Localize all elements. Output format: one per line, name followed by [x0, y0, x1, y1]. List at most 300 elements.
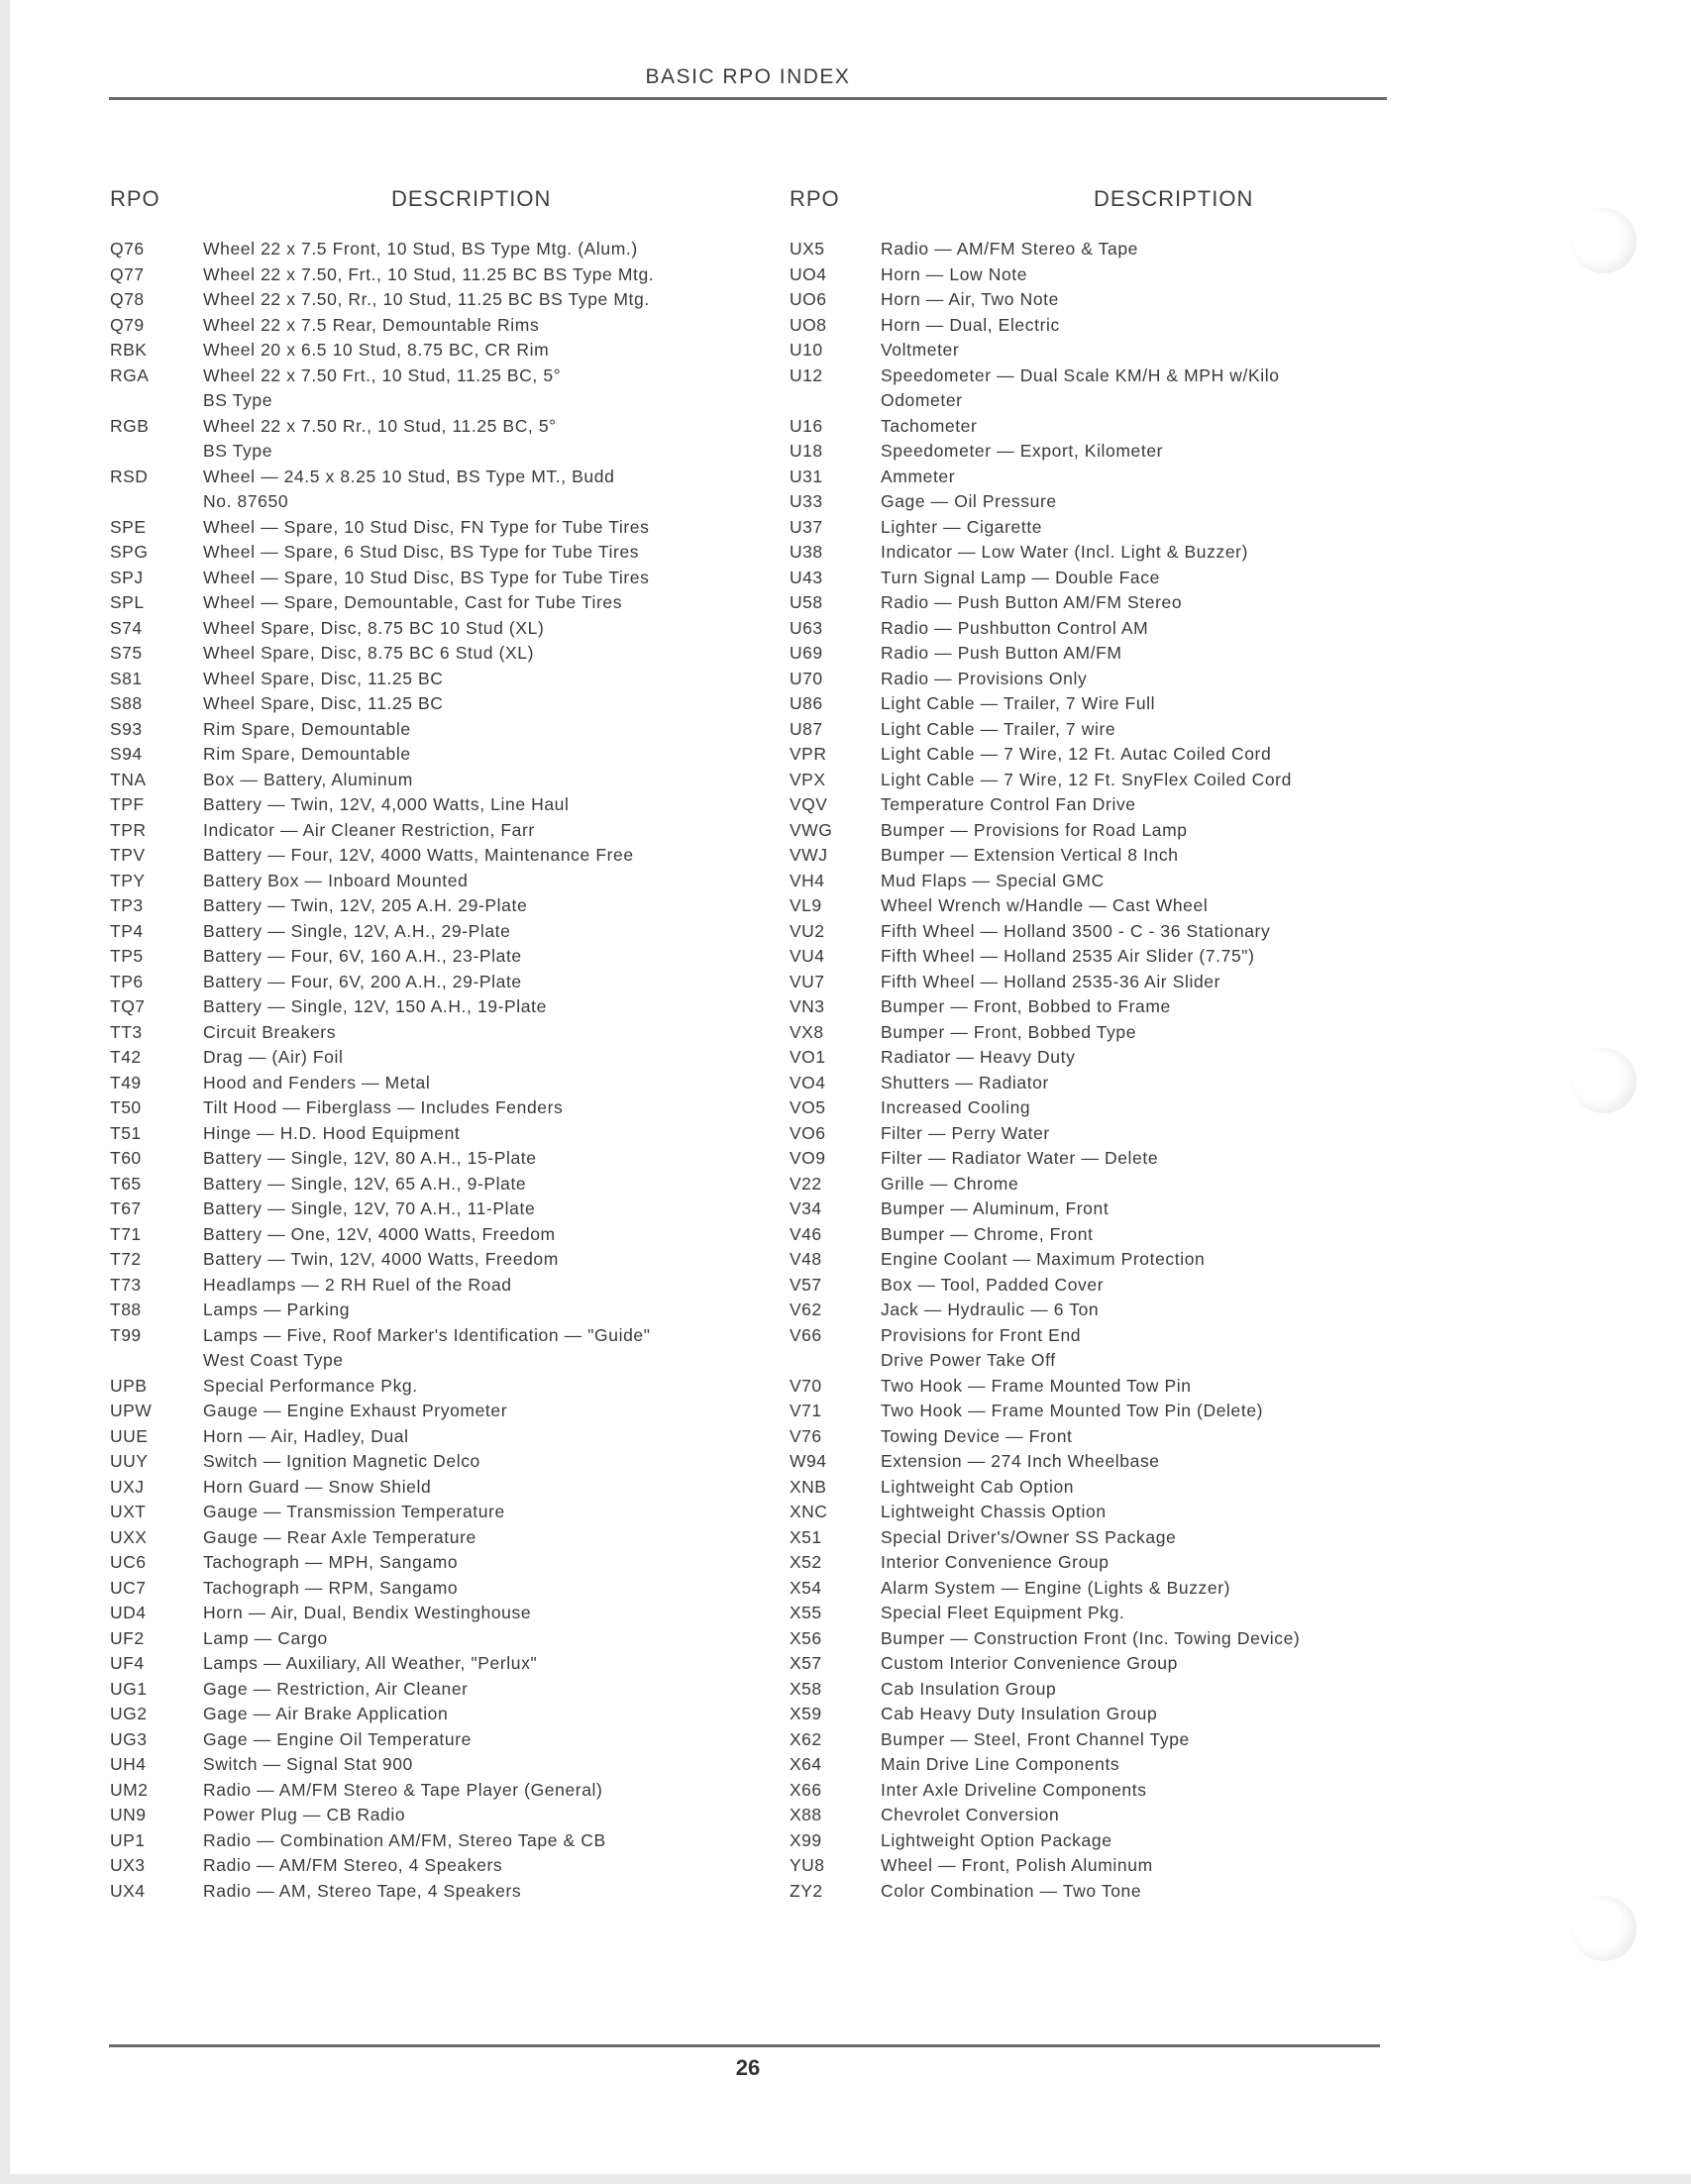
rpo-row	[110, 1475, 764, 1501]
rpo-description: Horn — Low Note	[881, 263, 1028, 284]
rpo-row	[110, 287, 764, 313]
left-rpo-list	[110, 237, 764, 1904]
rpo-code: VPR	[790, 744, 827, 765]
rpo-code: Q77	[110, 263, 145, 284]
rpo-code: TNA	[110, 769, 147, 789]
rpo-row	[110, 1702, 764, 1727]
rpo-code: V70	[790, 1375, 822, 1396]
rpo-code: U69	[790, 643, 823, 664]
rpo-code: RBK	[110, 340, 148, 361]
rpo-row	[110, 1449, 764, 1475]
rpo-code: SPJ	[110, 567, 144, 587]
rpo-description: Lamps — Parking	[203, 1300, 351, 1320]
rpo-code: UXJ	[110, 1476, 145, 1497]
punch-hole-top	[1571, 208, 1637, 273]
rpo-row	[110, 717, 764, 743]
rpo-row	[790, 590, 1384, 616]
rpo-description: Grille — Chrome	[881, 1173, 1019, 1194]
rpo-description: Fifth Wheel — Holland 3500 - C - 36 Stationary	[881, 920, 1271, 941]
rpo-code: UX4	[110, 1880, 146, 1901]
rpo-description: Engine Coolant — Maximum Protection	[881, 1249, 1206, 1270]
rpo-row	[790, 1323, 1384, 1349]
rpo-code: XNB	[790, 1476, 827, 1497]
rpo-description: Speedometer — Dual Scale KM/H & MPH w/Kilo	[881, 364, 1280, 385]
rpo-row	[110, 590, 764, 616]
rpo-row	[790, 1828, 1384, 1854]
rpo-row	[790, 1677, 1384, 1703]
rpo-code: RSD	[110, 466, 149, 486]
rpo-code: S81	[110, 668, 143, 688]
rpo-description: Towing Device — Front	[881, 1425, 1073, 1446]
rpo-row	[110, 1172, 764, 1197]
rpo-row	[110, 414, 764, 440]
rpo-row	[790, 1424, 1384, 1450]
rpo-description: Light Cable — Trailer, 7 Wire Full	[881, 693, 1156, 714]
rpo-description: Lamp — Cargo	[203, 1627, 328, 1648]
rpo-description: Battery — Single, 12V, 80 A.H., 15-Plate	[203, 1148, 537, 1169]
rpo-code: V57	[790, 1274, 822, 1295]
rpo-description: Hinge — H.D. Hood Equipment	[203, 1122, 461, 1143]
rpo-row	[790, 439, 1384, 465]
rpo-code: U87	[790, 718, 823, 739]
rpo-code: T88	[110, 1300, 142, 1320]
rpo-row	[790, 1626, 1384, 1652]
rpo-description: Wheel Wrench w/Handle — Cast Wheel	[881, 895, 1209, 916]
rpo-description: Gage — Restriction, Air Cleaner	[203, 1678, 469, 1699]
rpo-row	[790, 1727, 1384, 1753]
rpo-row	[790, 1449, 1384, 1475]
rpo-code: UX3	[110, 1855, 146, 1876]
rpo-code: X66	[790, 1779, 822, 1800]
rpo-row	[110, 1500, 764, 1525]
rpo-row	[110, 1853, 764, 1879]
rpo-row	[790, 1500, 1384, 1525]
rpo-code: VH4	[790, 870, 825, 890]
rpo-row	[790, 717, 1384, 743]
rpo-code: U33	[790, 491, 823, 512]
rpo-code: T65	[110, 1173, 142, 1194]
rpo-description: Bumper — Chrome, Front	[881, 1223, 1094, 1244]
rpo-description: Radio — AM/FM Stereo & Tape Player (General)	[203, 1779, 603, 1800]
rpo-code: TPR	[110, 819, 147, 840]
rpo-code: T72	[110, 1249, 142, 1270]
rpo-row	[110, 1348, 764, 1374]
rpo-description: Lamps — Auxiliary, All Weather, "Perlux"	[203, 1653, 538, 1674]
rpo-row	[110, 566, 764, 591]
rpo-code: UF2	[110, 1627, 145, 1648]
rpo-description: Wheel — Spare, 10 Stud Disc, FN Type for Tube Tires	[203, 516, 650, 537]
rpo-row	[790, 1172, 1384, 1197]
rpo-description: Horn — Air, Dual, Bendix Westinghouse	[203, 1603, 532, 1623]
rpo-code: T51	[110, 1122, 142, 1143]
rpo-code: UX5	[790, 239, 825, 260]
rpo-description: Lightweight Option Package	[881, 1829, 1112, 1850]
rpo-description: Tachograph — RPM, Sangamo	[203, 1577, 459, 1598]
rpo-description: Wheel Spare, Disc, 8.75 BC 10 Stud (XL)	[203, 617, 545, 638]
rpo-code: UG2	[110, 1704, 148, 1724]
rpo-description: Radio — AM/FM Stereo & Tape	[881, 239, 1139, 260]
rpo-description: Wheel 22 x 7.5 Front, 10 Stud, BS Type Mtg. (Alum.)	[203, 239, 638, 260]
rpo-code: S93	[110, 718, 143, 739]
rpo-row	[790, 262, 1384, 288]
rpo-row	[790, 1121, 1384, 1147]
rpo-code: V48	[790, 1249, 822, 1270]
rpo-code: S74	[110, 617, 143, 638]
rpo-description: No. 87650	[203, 491, 289, 512]
rpo-description: Light Cable — Trailer, 7 wire	[881, 718, 1116, 739]
rpo-code: TQ7	[110, 996, 146, 1017]
rpo-description: Light Cable — 7 Wire, 12 Ft. SnyFlex Coiled Cord	[881, 769, 1292, 789]
rpo-description: Fifth Wheel — Holland 2535 Air Slider (7.75")	[881, 946, 1255, 967]
rpo-code: VO6	[790, 1122, 826, 1143]
rpo-code: V34	[790, 1198, 822, 1219]
rpo-description: Odometer	[881, 390, 963, 411]
rpo-description: Lightweight Chassis Option	[881, 1502, 1107, 1522]
rpo-row	[790, 1348, 1384, 1374]
rpo-description: Battery — Single, 12V, 65 A.H., 9-Plate	[203, 1173, 527, 1194]
rpo-row	[790, 364, 1384, 389]
rpo-row	[790, 1752, 1384, 1778]
rpo-description: Fifth Wheel — Holland 2535-36 Air Slider	[881, 971, 1221, 991]
rpo-description: Battery — Single, 12V, A.H., 29-Plate	[203, 920, 511, 941]
rpo-code: X52	[790, 1552, 822, 1573]
rpo-description: Circuit Breakers	[203, 1021, 337, 1042]
rpo-description: Main Drive Line Components	[881, 1754, 1120, 1775]
rpo-row	[110, 691, 764, 717]
rpo-code: VQV	[790, 794, 828, 815]
rpo-description: Wheel 22 x 7.50 Frt., 10 Stud, 11.25 BC, 5°	[203, 364, 562, 385]
rpo-code: UXT	[110, 1502, 147, 1522]
rpo-row	[110, 1045, 764, 1071]
rpo-code: U18	[790, 441, 823, 462]
left-description-header: DESCRIPTION	[391, 186, 552, 211]
rpo-row	[790, 616, 1384, 642]
page-shadow-left	[0, 0, 10, 2184]
rpo-code: VN3	[790, 996, 825, 1017]
rpo-code: UO4	[790, 263, 827, 284]
rpo-code: TP4	[110, 920, 144, 941]
rpo-row	[110, 515, 764, 541]
rpo-description: Mud Flaps — Special GMC	[881, 870, 1105, 890]
rpo-code: TPY	[110, 870, 146, 890]
rpo-code: Q76	[110, 239, 145, 260]
rpo-description: Box — Battery, Aluminum	[203, 769, 413, 789]
rpo-description: Gauge — Transmission Temperature	[203, 1502, 505, 1522]
rpo-code: TPV	[110, 845, 146, 866]
rpo-code: VWG	[790, 819, 833, 840]
rpo-description: Bumper — Front, Bobbed Type	[881, 1021, 1137, 1042]
rpo-description: Wheel — Front, Polish Aluminum	[881, 1855, 1153, 1876]
rpo-code: UH4	[110, 1754, 147, 1775]
rpo-description: Radiator — Heavy Duty	[881, 1047, 1076, 1068]
right-rpo-list	[790, 237, 1384, 1904]
rpo-row	[110, 465, 764, 490]
rpo-description: Tilt Hood — Fiberglass — Includes Fenders	[203, 1097, 564, 1118]
rpo-description: Radio — Provisions Only	[881, 668, 1088, 688]
rpo-row	[110, 944, 764, 970]
rpo-description: Increased Cooling	[881, 1097, 1031, 1118]
rpo-row	[110, 869, 764, 894]
rpo-description: Wheel — Spare, Demountable, Cast for Tube Tires	[203, 592, 623, 613]
rpo-description: Wheel Spare, Disc, 11.25 BC	[203, 668, 444, 688]
rpo-code: X55	[790, 1603, 822, 1623]
rpo-code: S75	[110, 643, 143, 664]
rpo-code: VO5	[790, 1097, 826, 1118]
rpo-row	[110, 1677, 764, 1703]
rpo-code: SPE	[110, 516, 147, 537]
rpo-row	[110, 1323, 764, 1349]
rpo-description: Wheel 22 x 7.5 Rear, Demountable Rims	[203, 314, 540, 335]
rpo-row	[790, 1196, 1384, 1222]
rpo-row	[790, 1020, 1384, 1046]
rpo-row	[110, 1576, 764, 1602]
rpo-description: Lighter — Cigarette	[881, 516, 1043, 537]
rpo-row	[110, 1273, 764, 1299]
rpo-row	[110, 1525, 764, 1551]
rpo-row	[110, 1550, 764, 1576]
rpo-row	[110, 1196, 764, 1222]
rpo-code: UO8	[790, 314, 827, 335]
rpo-description: Radio — AM, Stereo Tape, 4 Speakers	[203, 1880, 522, 1901]
rpo-code: VU7	[790, 971, 825, 991]
rpo-row	[790, 818, 1384, 844]
rpo-row	[110, 439, 764, 465]
rpo-row	[790, 768, 1384, 793]
rpo-row	[790, 489, 1384, 515]
rpo-description: Wheel Spare, Disc, 11.25 BC	[203, 693, 444, 714]
rpo-row	[790, 1298, 1384, 1323]
rpo-description: Alarm System — Engine (Lights & Buzzer)	[881, 1577, 1231, 1598]
rpo-row	[790, 566, 1384, 591]
rpo-description: Provisions for Front End	[881, 1324, 1082, 1345]
rpo-code: X62	[790, 1728, 822, 1749]
rpo-row	[790, 970, 1384, 995]
rpo-description: Box — Tool, Padded Cover	[881, 1274, 1105, 1295]
rpo-code: T71	[110, 1223, 142, 1244]
rpo-row	[790, 691, 1384, 717]
rpo-code: U58	[790, 592, 823, 613]
rpo-code: RGA	[110, 364, 150, 385]
rpo-row	[790, 313, 1384, 339]
rpo-code: X59	[790, 1704, 822, 1724]
rpo-code: UPB	[110, 1375, 148, 1396]
rpo-row	[110, 1778, 764, 1804]
rpo-code: U70	[790, 668, 823, 688]
rpo-row	[790, 1222, 1384, 1248]
rpo-description: Gauge — Engine Exhaust Pryometer	[203, 1401, 508, 1421]
rpo-code: U63	[790, 617, 823, 638]
rpo-code: UG1	[110, 1678, 148, 1699]
rpo-code: VPX	[790, 769, 826, 789]
rpo-row	[110, 1399, 764, 1424]
rpo-row	[110, 1727, 764, 1753]
rpo-code: X58	[790, 1678, 822, 1699]
rpo-code: S94	[110, 744, 143, 765]
rpo-row	[110, 616, 764, 642]
rpo-description: Wheel 20 x 6.5 10 Stud, 8.75 BC, CR Rim	[203, 340, 550, 361]
rpo-row	[790, 1045, 1384, 1071]
rpo-code: TP3	[110, 895, 144, 916]
rpo-row	[110, 1071, 764, 1096]
rpo-description: Wheel 22 x 7.50 Rr., 10 Stud, 11.25 BC, 5°	[203, 415, 557, 436]
rpo-description: Battery — Twin, 12V, 205 A.H. 29-Plate	[203, 895, 528, 916]
footer-rule	[109, 2044, 1380, 2047]
rpo-code: X51	[790, 1526, 822, 1547]
page-shadow-bottom	[0, 2174, 1691, 2184]
rpo-description: Bumper — Construction Front (Inc. Towing Device)	[881, 1627, 1301, 1648]
rpo-description: Horn Guard — Snow Shield	[203, 1476, 432, 1497]
rpo-code: T60	[110, 1148, 142, 1169]
rpo-row	[790, 792, 1384, 818]
rpo-description: Gage — Air Brake Application	[203, 1704, 449, 1724]
rpo-row	[110, 994, 764, 1020]
rpo-row	[110, 768, 764, 793]
rpo-description: Bumper — Aluminum, Front	[881, 1198, 1110, 1219]
rpo-code: Q79	[110, 314, 145, 335]
rpo-row	[790, 1247, 1384, 1273]
rpo-code: X54	[790, 1577, 822, 1598]
rpo-row	[110, 1601, 764, 1626]
rpo-code: UM2	[110, 1779, 149, 1800]
rpo-row	[110, 262, 764, 288]
rpo-description: Switch — Ignition Magnetic Delco	[203, 1451, 480, 1472]
rpo-row	[110, 1146, 764, 1172]
rpo-description: Headlamps — 2 RH Ruel of the Road	[203, 1274, 512, 1295]
rpo-code: S88	[110, 693, 143, 714]
right-rpo-header: RPO	[790, 186, 840, 211]
rpo-code: UC6	[110, 1552, 147, 1573]
rpo-code: V46	[790, 1223, 822, 1244]
rpo-description: Cab Heavy Duty Insulation Group	[881, 1704, 1158, 1724]
rpo-row	[790, 1146, 1384, 1172]
rpo-description: Lamps — Five, Roof Marker's Identification — "Guide"	[203, 1324, 651, 1345]
rpo-row	[790, 1879, 1384, 1905]
punch-hole-bottom	[1571, 1896, 1637, 1961]
rpo-row	[790, 919, 1384, 945]
rpo-description: Wheel 22 x 7.50, Rr., 10 Stud, 11.25 BC BS Type Mtg.	[203, 289, 650, 310]
rpo-code: V62	[790, 1300, 822, 1320]
rpo-row	[110, 313, 764, 339]
rpo-row	[790, 667, 1384, 692]
rpo-code: X57	[790, 1653, 822, 1674]
rpo-description: Battery — One, 12V, 4000 Watts, Freedom	[203, 1223, 556, 1244]
rpo-description: Indicator — Air Cleaner Restriction, Farr	[203, 819, 535, 840]
rpo-description: Wheel — Spare, 10 Stud Disc, BS Type for Tube Tires	[203, 567, 650, 587]
rpo-code: SPG	[110, 542, 149, 563]
rpo-description: Drag — (Air) Foil	[203, 1047, 344, 1068]
rpo-row	[110, 1803, 764, 1828]
rpo-description: Horn — Dual, Electric	[881, 314, 1060, 335]
rpo-description: Wheel — Spare, 6 Stud Disc, BS Type for Tube Tires	[203, 542, 640, 563]
rpo-description: Custom Interior Convenience Group	[881, 1653, 1178, 1674]
rpo-description: Battery — Twin, 12V, 4,000 Watts, Line Haul	[203, 794, 570, 815]
rpo-row	[110, 364, 764, 389]
rpo-code: UUE	[110, 1425, 149, 1446]
rpo-code: X99	[790, 1829, 822, 1850]
punch-hole-middle	[1571, 1048, 1637, 1113]
rpo-row	[790, 465, 1384, 490]
rpo-description: Switch — Signal Stat 900	[203, 1754, 413, 1775]
rpo-row	[790, 893, 1384, 919]
rpo-row	[110, 1752, 764, 1778]
rpo-code: VL9	[790, 895, 822, 916]
rpo-row	[790, 1095, 1384, 1121]
rpo-code: V66	[790, 1324, 822, 1345]
right-description-header: DESCRIPTION	[1094, 186, 1254, 211]
rpo-description: Chevrolet Conversion	[881, 1805, 1060, 1825]
header-rule	[109, 97, 1387, 100]
rpo-code: VX8	[790, 1021, 824, 1042]
rpo-row	[790, 1601, 1384, 1626]
rpo-row	[790, 414, 1384, 440]
rpo-row	[110, 1651, 764, 1677]
rpo-description: BS Type	[203, 441, 273, 462]
rpo-code: T67	[110, 1198, 142, 1219]
rpo-description: Horn — Air, Two Note	[881, 289, 1059, 310]
rpo-description: Battery — Four, 6V, 160 A.H., 23-Plate	[203, 946, 522, 967]
rpo-row	[110, 1121, 764, 1147]
rpo-description: Filter — Perry Water	[881, 1122, 1050, 1143]
rpo-description: Gauge — Rear Axle Temperature	[203, 1526, 476, 1547]
rpo-code: VO9	[790, 1148, 826, 1169]
rpo-description: Jack — Hydraulic — 6 Ton	[881, 1300, 1100, 1320]
rpo-code: W94	[790, 1451, 827, 1472]
rpo-description: Bumper — Front, Bobbed to Frame	[881, 996, 1171, 1017]
rpo-code: T42	[110, 1047, 142, 1068]
rpo-description: Wheel Spare, Disc, 8.75 BC 6 Stud (XL)	[203, 643, 535, 664]
rpo-code: Q78	[110, 289, 145, 310]
rpo-code: V71	[790, 1401, 822, 1421]
rpo-code: UXX	[110, 1526, 148, 1547]
rpo-description: Ammeter	[881, 466, 956, 486]
rpo-description: Wheel 22 x 7.50, Frt., 10 Stud, 11.25 BC BS Type Mtg.	[203, 263, 655, 284]
rpo-row	[110, 1020, 764, 1046]
rpo-description: Indicator — Low Water (Incl. Light & Buzzer)	[881, 542, 1249, 563]
rpo-description: Radio — Combination AM/FM, Stereo Tape & CB	[203, 1829, 606, 1850]
rpo-code: T50	[110, 1097, 142, 1118]
rpo-description: Filter — Radiator Water — Delete	[881, 1148, 1159, 1169]
rpo-description: Shutters — Radiator	[881, 1072, 1049, 1092]
rpo-description: Horn — Air, Hadley, Dual	[203, 1425, 409, 1446]
rpo-code: TP5	[110, 946, 144, 967]
rpo-code: UN9	[110, 1805, 147, 1825]
rpo-code: VU2	[790, 920, 825, 941]
page-title: BASIC RPO INDEX	[645, 65, 851, 88]
rpo-code: TP6	[110, 971, 144, 991]
rpo-code: UPW	[110, 1401, 153, 1421]
rpo-row	[110, 1222, 764, 1248]
rpo-row	[790, 1853, 1384, 1879]
rpo-row	[110, 641, 764, 667]
rpo-row	[110, 1424, 764, 1450]
rpo-code: UG3	[110, 1728, 148, 1749]
rpo-row	[790, 1399, 1384, 1424]
page-number: 26	[735, 2055, 761, 2080]
rpo-row	[790, 869, 1384, 894]
rpo-row	[790, 388, 1384, 414]
rpo-description: Radio — Push Button AM/FM Stereo	[881, 592, 1183, 613]
rpo-code: XNC	[790, 1502, 828, 1522]
rpo-row	[790, 287, 1384, 313]
rpo-row	[110, 818, 764, 844]
rpo-description: Gage — Engine Oil Temperature	[203, 1728, 472, 1749]
rpo-code: VWJ	[790, 845, 828, 866]
rpo-description: Two Hook — Frame Mounted Tow Pin	[881, 1375, 1192, 1396]
rpo-code: U16	[790, 415, 823, 436]
rpo-description: Temperature Control Fan Drive	[881, 794, 1136, 815]
rpo-row	[790, 1374, 1384, 1400]
rpo-description: Tachometer	[881, 415, 978, 436]
